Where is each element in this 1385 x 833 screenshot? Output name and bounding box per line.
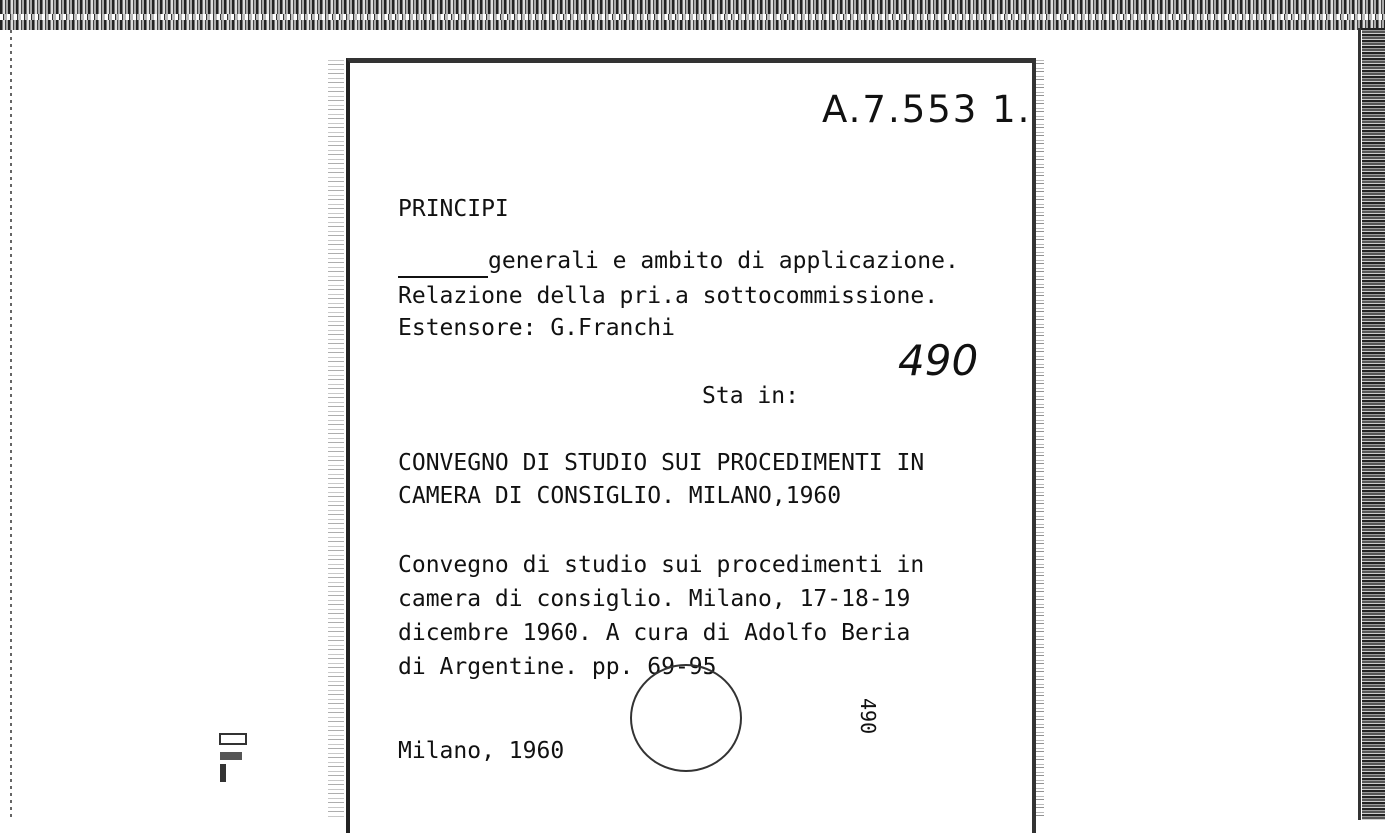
entry-line-1 bbox=[398, 244, 959, 278]
vertical-number: 490 bbox=[856, 698, 880, 735]
sta-in-label: Sta in: bbox=[702, 383, 799, 409]
description-line-4: di Argentine. pp. 69-95 bbox=[398, 654, 717, 680]
card-left-shadow bbox=[328, 60, 344, 820]
right-scan-edge bbox=[1362, 28, 1385, 820]
margin-stamp-icon bbox=[218, 730, 248, 786]
description-line-1: Convegno di studio sui procedimenti in bbox=[398, 552, 925, 578]
blank-dash bbox=[398, 256, 488, 278]
conference-line-2: CAMERA DI CONSIGLIO. MILANO,1960 bbox=[398, 483, 842, 509]
entry-heading: PRINCIPI bbox=[398, 196, 509, 222]
handwritten-number: 490 bbox=[898, 336, 979, 385]
description-line-2: camera di consiglio. Milano, 17-18-19 bbox=[398, 586, 911, 612]
punch-hole-circle bbox=[630, 664, 742, 772]
conference-line-1: CONVEGNO DI STUDIO SUI PROCEDIMENTI IN bbox=[398, 450, 925, 476]
left-scan-edge bbox=[10, 30, 12, 820]
entry-line-3: Estensore: G.Franchi bbox=[398, 315, 675, 341]
top-scan-border bbox=[0, 0, 1385, 30]
description-line-3: dicembre 1960. A cura di Adolfo Beria bbox=[398, 620, 911, 646]
place-year: Milano, 1960 bbox=[398, 738, 565, 764]
entry-line-1-text: generali e ambito di applicazione. bbox=[488, 248, 959, 274]
entry-line-2: Relazione della pri.a sottocommissione. bbox=[398, 283, 939, 309]
catalog-code: A.7.553 1. bbox=[822, 88, 1032, 131]
